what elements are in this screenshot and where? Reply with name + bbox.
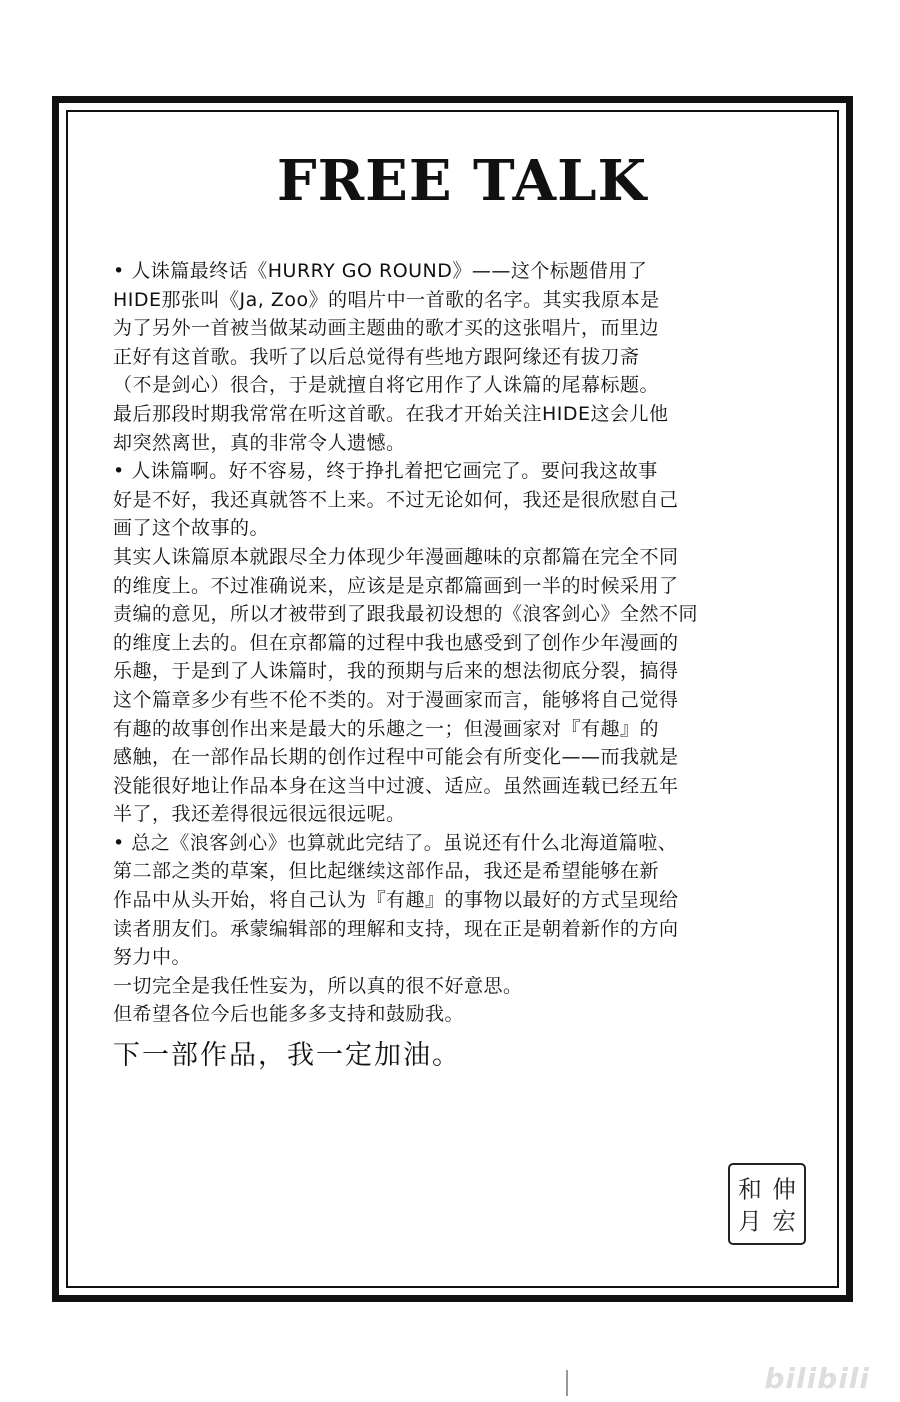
scan-mark bbox=[566, 1370, 568, 1396]
body-line: （不是剑心）很合，于是就擅自将它用作了人诛篇的尾幕标题。 bbox=[113, 374, 660, 397]
body-line: 画了这个故事的。 bbox=[113, 517, 270, 540]
body-line: 正好有这首歌。我听了以后总觉得有些地方跟阿缘还有拔刀斋 bbox=[113, 345, 640, 368]
body-line: 但希望各位今后也能多多支持和鼓励我。 bbox=[113, 1003, 465, 1026]
body-line: 其实人诛篇原本就跟尽全力体现少年漫画趣味的京都篇在完全不同 bbox=[113, 545, 679, 568]
bilibili-watermark: bilibili bbox=[764, 1362, 870, 1395]
body-line: 作品中从头开始，将自己认为『有趣』的事物以最好的方式呈现给 bbox=[113, 889, 679, 912]
body-line: 努力中。 bbox=[113, 946, 192, 969]
body-line: 感触，在一部作品长期的创作过程中可能会有所变化——而我就是 bbox=[113, 746, 679, 769]
body-line: 乐趣，于是到了人诛篇时，我的预期与后来的想法彻底分裂，搞得 bbox=[113, 660, 679, 683]
seal-glyphs bbox=[730, 1165, 804, 1243]
seal-char: 宏 bbox=[772, 1207, 796, 1236]
body-line: 的维度上去的。但在京都篇的过程中我也感受到了创作少年漫画的 bbox=[113, 631, 679, 654]
author-seal bbox=[728, 1163, 806, 1245]
closing-line: 下一部作品，我一定加油。 bbox=[113, 1040, 461, 1072]
body-line: 第二部之类的草案，但比起继续这部作品，我还是希望能够在新 bbox=[113, 860, 660, 883]
body-line: • 人诛篇最终话《HURRY GO ROUND》——这个标题借用了 bbox=[113, 260, 648, 282]
body-line: • 总之《浪客剑心》也算就此完结了。虽说还有什么北海道篇啦、 bbox=[113, 831, 678, 854]
body-line: 为了另外一首被当做某动画主题曲的歌才买的这张唱片，而里边 bbox=[113, 317, 660, 340]
seal-char: 伸 bbox=[772, 1175, 796, 1204]
body-line: 的维度上。不过准确说来，应该是是京都篇画到一半的时候采用了 bbox=[113, 574, 679, 597]
body-line: HIDE那张叫《Ja, Zoo》的唱片中一首歌的名字。其实我原本是 bbox=[113, 288, 660, 311]
body-line: 最后那段时期我常常在听这首歌。在我才开始关注HIDE这会儿他 bbox=[113, 402, 669, 425]
seal-char: 月 bbox=[738, 1207, 762, 1236]
body-line: 有趣的故事创作出来是最大的乐趣之一；但漫画家对『有趣』的 bbox=[113, 717, 660, 740]
page-title: FREE TALK bbox=[276, 148, 648, 214]
seal-char: 和 bbox=[738, 1175, 762, 1204]
body-line: 一切完全是我任性妄为，所以真的很不好意思。 bbox=[113, 974, 523, 997]
body-line: 读者朋友们。承蒙编辑部的理解和支持，现在正是朝着新作的方向 bbox=[113, 917, 679, 940]
body-line: 没能很好地让作品本身在这当中过渡、适应。虽然画连载已经五年 bbox=[113, 774, 679, 797]
body-line: 好是不好，我还真就答不上来。不过无论如何，我还是很欣慰自己 bbox=[113, 488, 679, 511]
body-line: • 人诛篇啊。好不容易，终于挣扎着把它画完了。要问我这故事 bbox=[113, 460, 658, 483]
free-talk-body bbox=[113, 257, 793, 1079]
body-line: 却突然离世，真的非常令人遗憾。 bbox=[113, 431, 406, 454]
body-line: 责编的意见，所以才被带到了跟我最初设想的《浪客剑心》全然不同 bbox=[113, 603, 699, 626]
body-line: 这个篇章多少有些不伦不类的。对于漫画家而言，能够将自己觉得 bbox=[113, 688, 679, 711]
body-line: 半了，我还差得很远很远很远呢。 bbox=[113, 803, 406, 826]
